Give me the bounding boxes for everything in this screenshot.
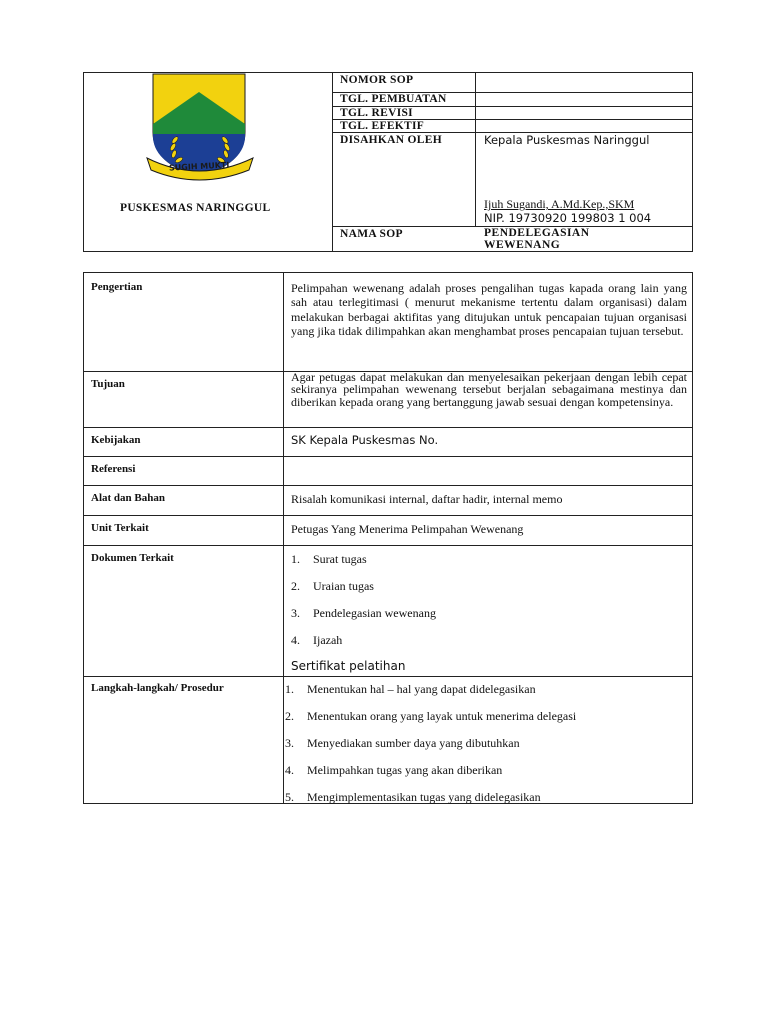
list-item: 5. Mengimplementasikan tugas yang didelegasikan	[285, 790, 541, 804]
nama-sop-line-1: PENDELEGASIAN	[484, 227, 590, 239]
disahkan-oleh-label: DISAHKAN OLEH	[340, 134, 442, 146]
list-item: 3. Menyediakan sumber daya yang dibutuhkan	[285, 736, 520, 750]
kebijakan-label: Kebijakan	[91, 434, 141, 446]
signatory-name: Ijuh Sugandi, A.Md.Kep.,SKM	[484, 197, 635, 211]
list-item: 4. Melimpahkan tugas yang akan diberikan	[285, 763, 503, 777]
list-item: 3. Pendelegasian wewenang	[291, 606, 436, 620]
unit-terkait-text: Petugas Yang Menerima Pelimpahan Wewenang	[291, 522, 524, 536]
nama-sop-value	[484, 227, 590, 251]
alat-bahan-label: Alat dan Bahan	[91, 492, 165, 504]
pengertian-text: Pelimpahan wewenang adalah proses pengalihan tugas kapada orang lain yang sah atau terlegitimasi ( menurut mekanisme tertentu dalam organisasi) dalam melakukan berbagai aktifitas yang ditujukan untuk pencapaian tujuan organisasi yang jika tidak dilimpahkan akan menghambat proses pencapaian tujuan tersebut.	[291, 281, 687, 338]
kebijakan-text: SK Kepala Puskesmas No.	[291, 433, 439, 447]
logo-motto: SUGIH MUKTI	[168, 160, 230, 173]
tgl-revisi-label: TGL. REVISI	[340, 107, 413, 119]
tgl-pembuatan-label: TGL. PEMBUATAN	[340, 93, 447, 105]
disahkan-title: Kepala Puskesmas Naringgul	[484, 133, 650, 147]
nama-sop-label: NAMA SOP	[340, 228, 403, 240]
list-item: 1. Menentukan hal – hal yang dapat didelegasikan	[285, 682, 536, 696]
tujuan-label: Tujuan	[91, 378, 125, 390]
pengertian-label: Pengertian	[91, 281, 143, 293]
list-item: 4. Ijazah	[291, 633, 343, 647]
alat-bahan-text: Risalah komunikasi internal, daftar hadir, internal memo	[291, 492, 563, 506]
tgl-efektif-label: TGL. EFEKTIF	[340, 120, 425, 132]
tujuan-text: Agar petugas dapat melakukan dan menyelesaikan pekerjaan dengan lebih cepat sekiranya pelimpahan wewenang tersebut berjalan sebagaimana mestinya dan diberikan kepada orang yang bertanggung jawab sesuai dengan kompetensinya.	[291, 370, 687, 409]
puskesmas-logo	[145, 72, 255, 184]
list-item: 2. Menentukan orang yang layak untuk menerima delegasi	[285, 709, 577, 723]
nomor-sop-label: NOMOR SOP	[340, 74, 414, 86]
organization-name: PUSKESMAS NARINGGUL	[120, 202, 271, 214]
signatory-nip: NIP. 19730920 199803 1 004	[484, 211, 652, 225]
langkah-label: Langkah-langkah/ Prosedur	[91, 682, 224, 694]
list-item: 2. Uraian tugas	[291, 579, 374, 593]
list-item: 1. Surat tugas	[291, 552, 367, 566]
dokumen-terkait-label: Dokumen Terkait	[91, 552, 174, 564]
referensi-label: Referensi	[91, 463, 136, 475]
dokumen-extra: Sertifikat pelatihan	[291, 659, 406, 673]
unit-terkait-label: Unit Terkait	[91, 522, 149, 534]
nama-sop-line-2: WEWENANG	[484, 239, 561, 251]
